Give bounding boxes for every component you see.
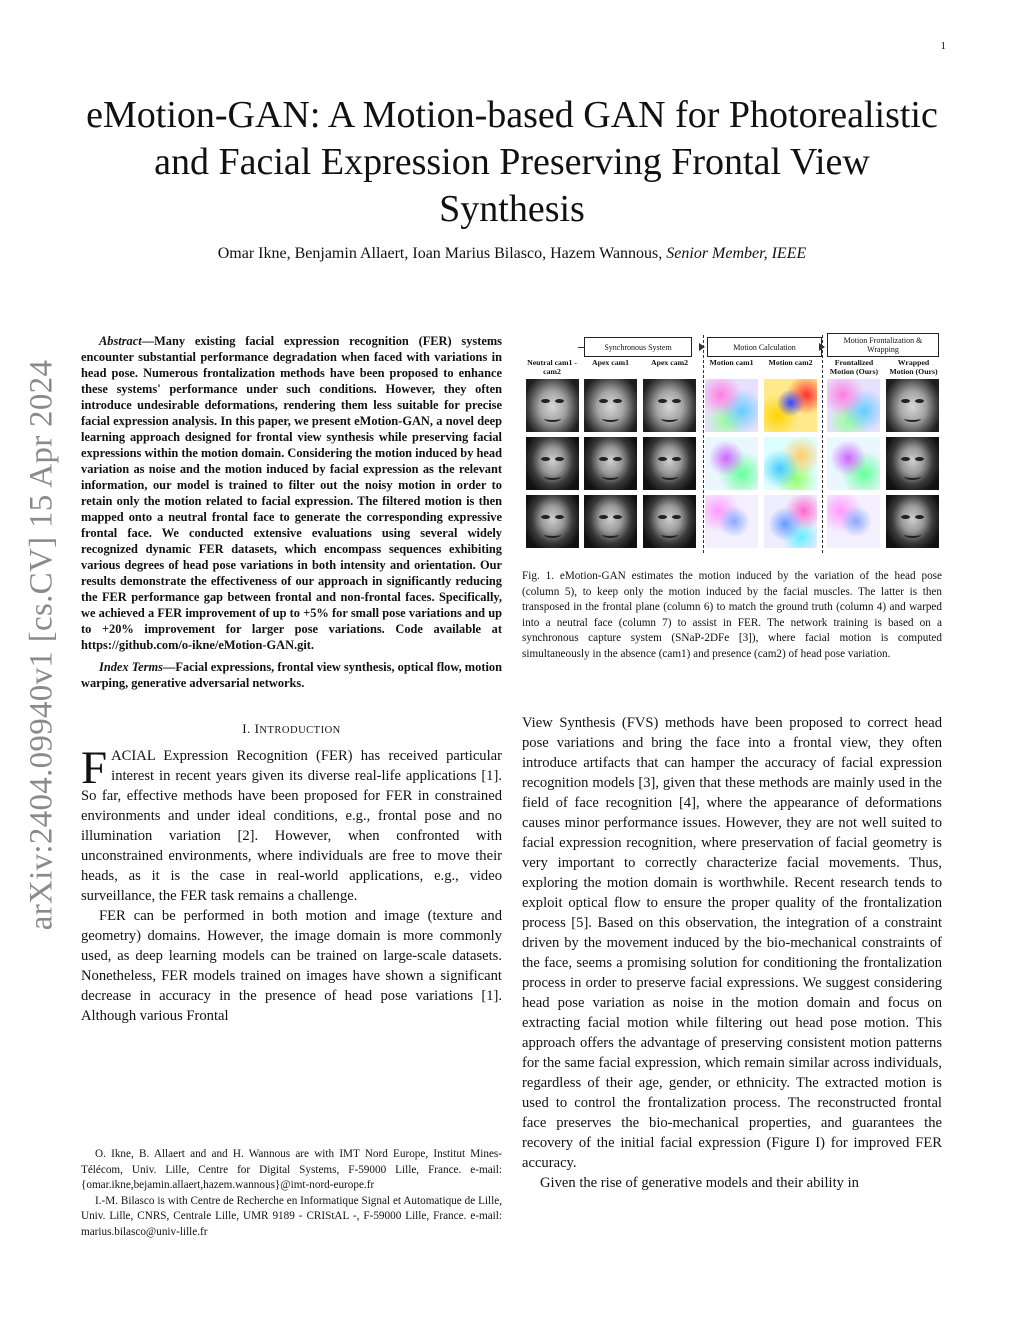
face-image xyxy=(584,495,637,548)
author-names: Omar Ikne, Benjamin Allaert, Ioan Marius Bilasco, Hazem Wannous, xyxy=(217,245,663,262)
face-image xyxy=(643,495,696,548)
intro-paragraph-1 xyxy=(81,742,502,906)
face-image xyxy=(643,379,696,432)
face-image xyxy=(526,437,579,490)
left-column xyxy=(81,333,502,1026)
author-membership: Senior Member, IEEE xyxy=(666,245,807,262)
page-number: 1 xyxy=(940,40,946,52)
intro-paragraph-2: FER can be performed in both motion and image (texture and geometry) domains. However, the image domain is more commonly used, as deep learning models can be trained on large-scale datasets. Nonetheless, FER models trained on images have shown a significant decrease in accuracy in the presence of head pose variations [1]. Although various Frontal xyxy=(81,908,502,1024)
face-image xyxy=(526,379,579,432)
column-header-motion-cam2: Motion cam2 xyxy=(768,358,813,367)
face-image xyxy=(643,437,696,490)
stage-synchronous-system: Synchronous System xyxy=(584,337,692,357)
column-header-neutral: Neutral cam1 - cam2 xyxy=(527,358,577,376)
abstract-text: Many existing facial expression recognition (FER) systems encounter substantial performance degradation when faced with variations in head pose. Numerous frontalization methods have been proposed to enhance these systems' performance under such conditions. However, they often introduce undesirable deformations, rendering them less suitable for precise facial expression analysis. In this paper, we present eMotion-GAN, a novel deep learning approach designed for frontal view synthesis while preserving facial expressions within the motion domain. Considering the motion induced by head variation as noise and the motion induced by facial expression as the relevant information, our model is trained to filter out the noisy motion in order to retain only the motion related to facial expression. The filtered motion is then mapped onto a neutral frontal face to generate the corresponding expressive frontal face. We conducted extensive evaluations using several widely recognized dynamic FER datasets, which encompass sequences exhibiting various degrees of head pose variations in both intensity and orientation. Our results demonstrate the effectiveness of our approach in significantly reducing the FER performance gap between frontal and non-frontal faces. Specifically, we achieved a FER improvement of up to +5% for small pose variations and up to +20% improvement for larger pose variations. Code available at https://github.com/o-ikne/eMotion-GAN.git. xyxy=(81,334,502,652)
motion-image xyxy=(764,437,817,490)
divider-dashed xyxy=(703,335,704,553)
stage-motion-calculation: Motion Calculation xyxy=(707,337,822,357)
index-terms-text: Facial expressions, frontal view synthesis, optical flow, motion warping, generative adversarial networks. xyxy=(81,660,502,690)
motion-image xyxy=(764,495,817,548)
motion-image xyxy=(705,495,758,548)
face-image xyxy=(886,495,939,548)
connector-line xyxy=(578,347,584,348)
arxiv-id: arXiv:2404.09940v1 [cs.CV] 15 Apr 2024 xyxy=(23,359,60,931)
motion-image xyxy=(764,379,817,432)
abstract: Abstract—Many existing facial expression recognition (FER) systems encounter substantial performance degradation when faced with variations in head pose. Numerous frontalization methods have been proposed to enhance these systems' performance under such conditions. However, they often introduce undesirable deformations, rendering them less suitable for precise facial expression analysis. In this paper, we present eMotion-GAN, a novel deep learning approach designed for frontal view synthesis while preserving facial expressions within the motion domain. Considering the motion induced by head variation as noise and the motion induced by facial expression as the relevant information, our model is trained to filter out the noisy motion in order to retain only the motion related to facial expression. The filtered motion is then mapped onto a neutral frontal face to generate the corresponding expressive frontal face. We conducted extensive evaluations using several widely recognized dynamic FER datasets, which encompass sequences exhibiting various degrees of head pose variations in both intensity and orientation. Our results demonstrate the effectiveness of our approach in significantly reducing the FER performance gap between frontal and non-frontal faces. Specifically, we achieved a FER improvement of up to +5% for small pose variations and up to +20% improvement for larger pose variations. Code available at https://github.com/o-ikne/eMotion-GAN.git. xyxy=(81,334,502,652)
motion-image xyxy=(705,379,758,432)
face-image xyxy=(584,437,637,490)
column-header-apex-cam2: Apex cam2 xyxy=(650,358,689,367)
divider-dashed xyxy=(822,335,823,553)
paper-title: eMotion-GAN: A Motion-based GAN for Photorealistic and Facial Expression Preserving Frontal View Synthesis xyxy=(86,94,938,230)
section-heading xyxy=(81,721,502,737)
figure-1 xyxy=(522,331,942,556)
arxiv-stamp xyxy=(18,345,66,945)
intro-paragraph-1-text: ACIAL Expression Recognition (FER) has received particular interest in recent years given its diverse real-life applications [1]. So far, effective methods have been proposed for FER in constrained environments and under ideal conditions, e.g., frontal pose and no illumination variation [2]. However, when confronted with unconstrained environments, where individuals are free to move their heads, as it is the case in real-world applications, e.g., video surveillance, the FER task remains a challenge. xyxy=(81,748,502,904)
face-image xyxy=(526,495,579,548)
section-first-letter: I xyxy=(254,721,260,736)
author-line xyxy=(80,245,944,263)
abstract-label: Abstract xyxy=(99,334,142,348)
face-image xyxy=(886,379,939,432)
section-numeral: I. xyxy=(242,721,251,736)
footnote-2: I.-M. Bilasco is with Centre de Recherche en Informatique Signal et Automatique de Lille, Univ. Lille, CNRS, Centrale Lille, UMR 9189 - CRIStAL -, F-59000 Lille, France. e-mail: marius.bilasco@univ-lille.fr xyxy=(81,1194,502,1238)
motion-image xyxy=(827,437,880,490)
section-title-rest: NTRODUCTION xyxy=(259,725,341,736)
column-header-apex-cam1: Apex cam1 xyxy=(591,358,630,367)
motion-image xyxy=(705,437,758,490)
dropcap: F xyxy=(81,742,108,794)
right-column xyxy=(522,713,942,1193)
column-header-frontalized: Frontalized Motion (Ours) xyxy=(829,358,879,376)
column-header-motion-cam1: Motion cam1 xyxy=(709,358,754,367)
index-terms-label: Index Terms xyxy=(99,660,163,674)
right-paragraph-1: View Synthesis (FVS) methods have been proposed to correct head pose variations and bring the face into a frontal view, they often introduce artifacts that can hamper the accuracy of facial expression recognition models [3], given that these methods are mainly used in the field of face recognition [4], where the appearance of deformations causes minor performance issues. However, they are not well suited to facial expression recognition, where preservation of facial geometry is very important to correctly characterize facial movements. Thus, exploring the motion domain is worthwhile. Recent research tends to exploit optical flow to ensure the proper quality of the frontalization process [5]. Based on this observation, the integration of a constraint driven by the movement induced by the bio-mechanical constraints of the face, seems a promising solution for conditioning the frontalization process in order to preserve facial expressions. We suggest considering head pose variation as noise in the motion domain and focus on extracting facial motion while filtering out head pose motion. This approach offers the advantage of preserving consistent motion patterns for the same facial expression, which remain similar across individuals, regardless of their age, gender, or ethnicity. The extracted motion is used to control the frontalization process. The reconstructed frontal face preserves the bio-mechanical properties, and guarantees the recovery of the initial facial expression (Figure I) for improved FER accuracy. xyxy=(522,715,942,1171)
motion-image xyxy=(827,495,880,548)
footnotes xyxy=(81,1147,502,1240)
column-header-wrapped: Wrapped Motion (Ours) xyxy=(889,358,938,376)
face-image xyxy=(886,437,939,490)
stage-motion-frontalization: Motion Frontalization & Wrapping xyxy=(827,333,939,357)
index-terms: Index Terms—Facial expressions, frontal view synthesis, optical flow, motion warping, generative adversarial networks. xyxy=(81,660,502,690)
right-paragraph-2: Given the rise of generative models and their ability in xyxy=(540,1175,859,1191)
figure-caption: Fig. 1. eMotion-GAN estimates the motion induced by the variation of the head pose (column 5), to keep only the motion induced by the facial muscles. The latter is then transposed in the frontal plane (column 6) to match the ground truth (column 4) and warped into a neutral face (column 7) to assist in FER. The network training is based on a synchronous capture system (SNaP-2DFe [3]), where facial motion is computed simultaneously in the absence (cam1) and presence (cam2) of head pose variation. xyxy=(522,570,942,660)
arrow-icon xyxy=(699,343,705,351)
footnote-1: O. Ikne, B. Allaert and and H. Wannous are with IMT Nord Europe, Institut Mines-Télécom, Univ. Lille, Centre for Digital Systems, F-59000 Lille, France. e-mail: {omar.ikne,bejamin.allaert,hazem.wannous}@imt-nord-europe.fr xyxy=(81,1148,502,1191)
motion-image xyxy=(827,379,880,432)
face-image xyxy=(584,379,637,432)
